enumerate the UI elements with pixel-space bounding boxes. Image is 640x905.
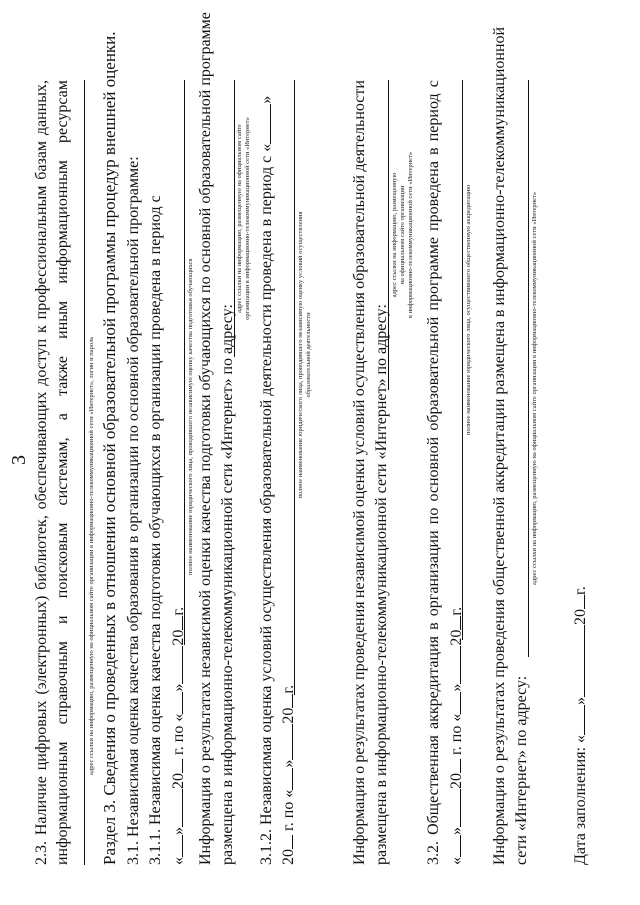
fill-line <box>294 80 295 695</box>
word: в <box>425 622 442 630</box>
caption <box>297 105 313 605</box>
year-suffix: г. <box>572 586 589 595</box>
word: (электронных) <box>33 595 50 695</box>
word: о <box>351 765 368 774</box>
year-prefix: 20 <box>170 773 187 789</box>
section-3-1: 3.1. Независимая оценка качества образования в организации по основной образовательной программе: <box>125 156 142 865</box>
word: доступ <box>33 338 50 386</box>
quote: » <box>258 95 275 104</box>
day-blank[interactable] <box>168 835 183 857</box>
word: проведена <box>425 161 442 231</box>
word: и <box>54 615 71 624</box>
word: ресурсам <box>54 80 71 144</box>
section-3-1-2-info-line-1 <box>350 80 370 865</box>
year-suffix: г. <box>280 684 297 694</box>
section-3-1-1-line-1: 3.1.1. Независимая оценка качества подготовки обучающихся в организации проведена в период с <box>147 195 164 865</box>
day-blank[interactable] <box>570 705 585 735</box>
word: информационным <box>54 160 71 284</box>
to-label: г. по « <box>170 713 187 755</box>
word: базам <box>33 140 50 180</box>
item-2-3-line-2 <box>53 80 73 865</box>
day-blank[interactable] <box>278 768 293 790</box>
word: библиотек, <box>33 515 50 590</box>
section-3-2-line-1 <box>424 80 444 865</box>
month-blank[interactable] <box>278 724 293 760</box>
year-prefix: 20 <box>448 629 465 646</box>
fill-date-label: Дата заполнения: « <box>572 734 589 865</box>
year-blank[interactable] <box>168 759 183 773</box>
month-blank[interactable] <box>446 789 461 827</box>
word: Наличие <box>33 776 50 836</box>
quote: « <box>170 857 187 865</box>
word: Общественная <box>425 735 442 835</box>
year-prefix: 20 <box>280 849 297 865</box>
word: результатах <box>351 683 368 763</box>
caption: адрес ссылки на информацию, размещенную на официальном сайте организации в информационно-телекоммуникационной сети «Интернет» <box>531 191 538 585</box>
to-label: г. по « <box>280 789 297 831</box>
quote: » <box>170 683 187 692</box>
word: иным <box>54 300 71 339</box>
section-3-title: Раздел 3. Сведения о проведенных в отношении основной образовательной программы процедур внешней оценки. <box>100 31 119 865</box>
word: профессиональным <box>33 185 50 320</box>
word: 3.2. <box>425 841 442 865</box>
year-prefix: 20 <box>280 707 297 724</box>
caption: полное наименование юридического лица, осуществившего общественную аккредитацию <box>465 184 472 435</box>
month-blank[interactable] <box>168 789 183 827</box>
caption <box>391 80 415 390</box>
word: в <box>425 147 442 155</box>
year-prefix: 20 <box>170 629 187 646</box>
caption-line: адрес ссылки на информацию, размещенную на официальном сайте <box>236 124 243 313</box>
quote: « <box>448 857 465 865</box>
word: а <box>54 413 71 421</box>
quote: » <box>280 759 297 768</box>
fill-line <box>84 80 85 865</box>
word: к <box>33 325 50 333</box>
month-blank[interactable] <box>446 646 461 684</box>
word: по <box>425 507 442 525</box>
word: информационным <box>54 741 71 865</box>
caption-line: на официальном сайте организации <box>399 185 406 285</box>
to-label: г. по « <box>448 713 465 755</box>
year-prefix: 20 <box>448 773 465 789</box>
caption-line: полное наименование юридического лица, проводившего независимую оценку условий осуществления <box>297 211 304 499</box>
word: обеспечивающих <box>33 391 50 510</box>
section-3-2-info-line-1: Информация о результатах проведения общественной аккредитации размещена в информационно-телекоммуникационной <box>491 26 508 865</box>
word: образовательной <box>425 316 442 431</box>
caption-line: образовательной деятельности <box>305 312 312 398</box>
year-prefix: 20 <box>572 608 589 625</box>
fill-line <box>234 80 235 357</box>
section-3-2-info-line-2: сети «Интернет» по адресу: <box>513 675 530 865</box>
section-3-1-1-info-line-1: Информация о результатах независимой оценки качества подготовки обучающихся по основной образовательной программе <box>197 12 214 865</box>
year-blank[interactable] <box>168 616 183 630</box>
section-3-1-2-line-2 <box>278 80 299 865</box>
item-2-3-caption: адрес ссылки на информацию, размещенную на официальном сайте организации в информационно-телекоммуникационной сети «Интернет», логин и пароль <box>88 336 95 775</box>
section-3-1-2-line-1 <box>256 80 277 865</box>
word: 2.3. <box>33 841 50 865</box>
word: образовательной <box>351 174 368 289</box>
quote: » <box>572 696 589 705</box>
word: независимой <box>351 510 368 599</box>
word: поисковым <box>54 522 71 599</box>
word: период <box>425 93 442 142</box>
caption-line: организации в информационно-телекоммуникационной сети «Интернет» <box>244 117 251 320</box>
word: также <box>54 355 71 396</box>
fill-line <box>388 80 389 390</box>
year-blank[interactable] <box>570 595 585 609</box>
caption: полное наименование юридического лица, проводившего независимую оценку качества подготовки обучающихся <box>187 258 194 575</box>
day-blank[interactable] <box>168 692 183 714</box>
quote: » <box>170 827 187 835</box>
caption-line: адрес ссылки на информацию, размещенную <box>391 172 398 298</box>
word: деятельности <box>351 80 368 172</box>
text: 3.1.2. Независимая оценка условий осуществления образовательной деятельности проведена в период с « <box>258 143 275 865</box>
day-blank[interactable] <box>446 835 461 857</box>
quote: » <box>448 683 465 692</box>
word: с <box>425 80 442 88</box>
word: системам, <box>54 437 71 506</box>
day-blank[interactable] <box>256 104 271 144</box>
word: условий <box>351 399 368 456</box>
caption <box>236 80 252 357</box>
quote: » <box>448 827 465 835</box>
year-blank[interactable] <box>278 694 293 708</box>
month-blank[interactable] <box>570 625 585 697</box>
day-blank[interactable] <box>446 692 461 714</box>
year-suffix: г. <box>170 606 187 616</box>
section-3-1-1-info-line-2: размещена в информационно-телекоммуникационной сети «Интернет» по адресу: <box>219 304 236 865</box>
word: основной <box>425 436 442 502</box>
word: Информация <box>351 777 368 865</box>
fill-date <box>570 80 591 865</box>
word: справочным <box>54 641 71 725</box>
word: цифровых <box>33 700 50 771</box>
word: осуществления <box>351 292 368 397</box>
year-blank[interactable] <box>446 616 461 630</box>
year-blank[interactable] <box>446 759 461 773</box>
year-suffix: г. <box>448 606 465 616</box>
fill-line <box>462 80 463 640</box>
fill-line <box>528 80 529 657</box>
caption-line: в информационно-телекоммуникационной сети «Интернет» <box>407 151 414 319</box>
year-blank[interactable] <box>278 835 293 849</box>
section-3-1-2-info-line-2: размещена в информационно-телекоммуникационной сети «Интернет» по адресу: <box>373 304 390 865</box>
word: программе <box>425 236 442 311</box>
word: данных, <box>33 80 50 136</box>
word: проведения <box>351 601 368 680</box>
month-blank[interactable] <box>168 646 183 684</box>
page-number: 3 <box>8 455 30 465</box>
word: организации <box>425 530 442 617</box>
item-2-3-line-1 <box>32 80 52 865</box>
fill-line <box>184 80 185 645</box>
section-3-1-1-period <box>168 80 189 865</box>
word: аккредитация <box>425 636 442 730</box>
word: оценки <box>351 458 368 508</box>
section-3-2-period <box>446 80 467 865</box>
